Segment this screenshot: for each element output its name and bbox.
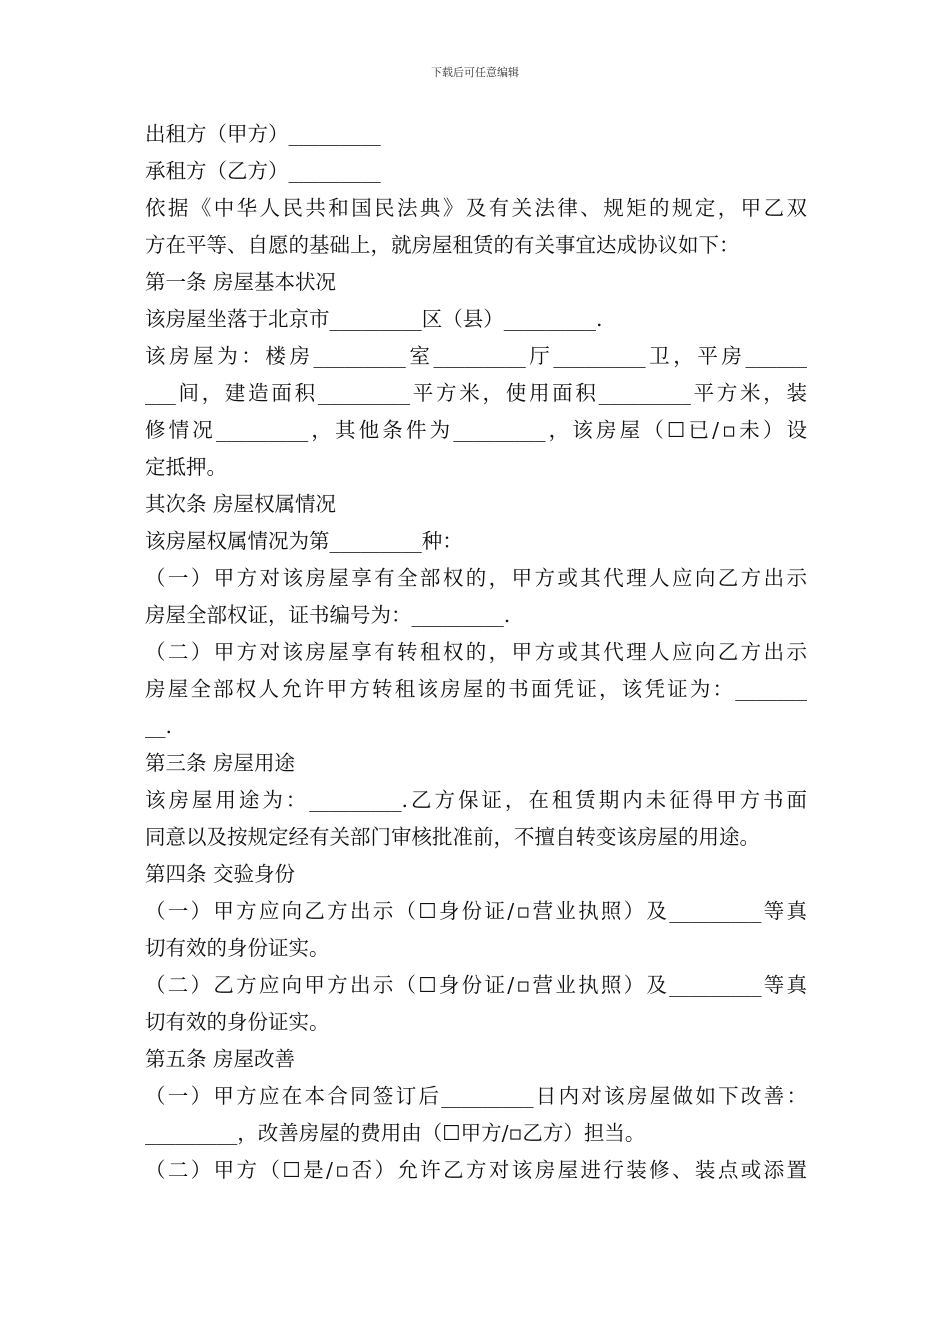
paragraph-line: 该房屋坐落于北京市_________区（县）_________. [145, 307, 603, 331]
paragraph-line: （二）甲方对该房屋享有转租权的，甲方或其代理人应向乙方出示 [145, 640, 807, 664]
lessee-line: 承租方（乙方）_________ [145, 159, 381, 183]
article-heading: 第五条 房屋改善 [145, 1047, 296, 1071]
preamble-line: 方在平等、自愿的基础上，就房屋租赁的有关事宜达成协议如下： [145, 233, 740, 257]
contract-body [145, 116, 807, 1189]
paragraph-line: 切有效的身份证实。 [145, 1010, 330, 1034]
paragraph-line: 该房屋用途为：_________.乙方保证，在租赁期内未征得甲方书面 [145, 788, 807, 812]
paragraph-line: （一）甲方对该房屋享有全部权的，甲方或其代理人应向乙方出示 [145, 566, 807, 590]
lessor-line: 出租方（甲方）_________ [145, 122, 381, 146]
paragraph-line: __. [145, 714, 173, 738]
article-heading: 第三条 房屋用途 [145, 751, 296, 775]
article-heading: 第四条 交验身份 [145, 862, 296, 886]
paragraph-line: 同意以及按规定经有关部门审核批准前，不擅自转变该房屋的用途。 [145, 825, 760, 849]
article-heading: 其次条 房屋权属情况 [145, 492, 337, 516]
paragraph-line: （一）甲方应在本合同签订后_________日内对该房屋做如下改善： [145, 1084, 807, 1108]
paragraph-line: 修情况_________，其他条件为_________，该房屋（☐已/▫未）设 [145, 418, 807, 442]
paragraph-line: 房屋全部权证，证书编号为：_________. [145, 603, 511, 627]
paragraph-line: （二）乙方应向甲方出示（☐身份证/▫营业执照）及_________等真 [145, 973, 807, 997]
paragraph-line: 该房屋为：楼房_________室_________厅_________卫，平房______ [145, 344, 807, 368]
paragraph-line: _________，改善房屋的费用由（☐甲方/▫乙方）担当。 [145, 1121, 646, 1145]
paragraph-line: 切有效的身份证实。 [145, 936, 330, 960]
paragraph-line: 该房屋权属情况为第_________种： [145, 529, 463, 553]
paragraph-line: 定抵押。 [145, 455, 227, 479]
article-heading: 第一条 房屋基本状况 [145, 270, 337, 294]
paragraph-line: （二）甲方（☐是/▫否）允许乙方对该房屋进行装修、装点或添置 [145, 1158, 807, 1182]
preamble-line: 依据《中华人民共和国民法典》及有关法律、规矩的规定，甲乙双 [145, 196, 807, 220]
paragraph-line: （一）甲方应向乙方出示（☐身份证/▫营业执照）及_________等真 [145, 899, 807, 923]
header-note: 下载后可任意编辑 [431, 66, 519, 79]
paragraph-line: ___间，建造面积_________平方米，使用面积_________平方米，装 [145, 381, 807, 405]
paragraph-line: 房屋全部权人允许甲方转租该房屋的书面凭证，该凭证为：_______ [145, 677, 807, 701]
